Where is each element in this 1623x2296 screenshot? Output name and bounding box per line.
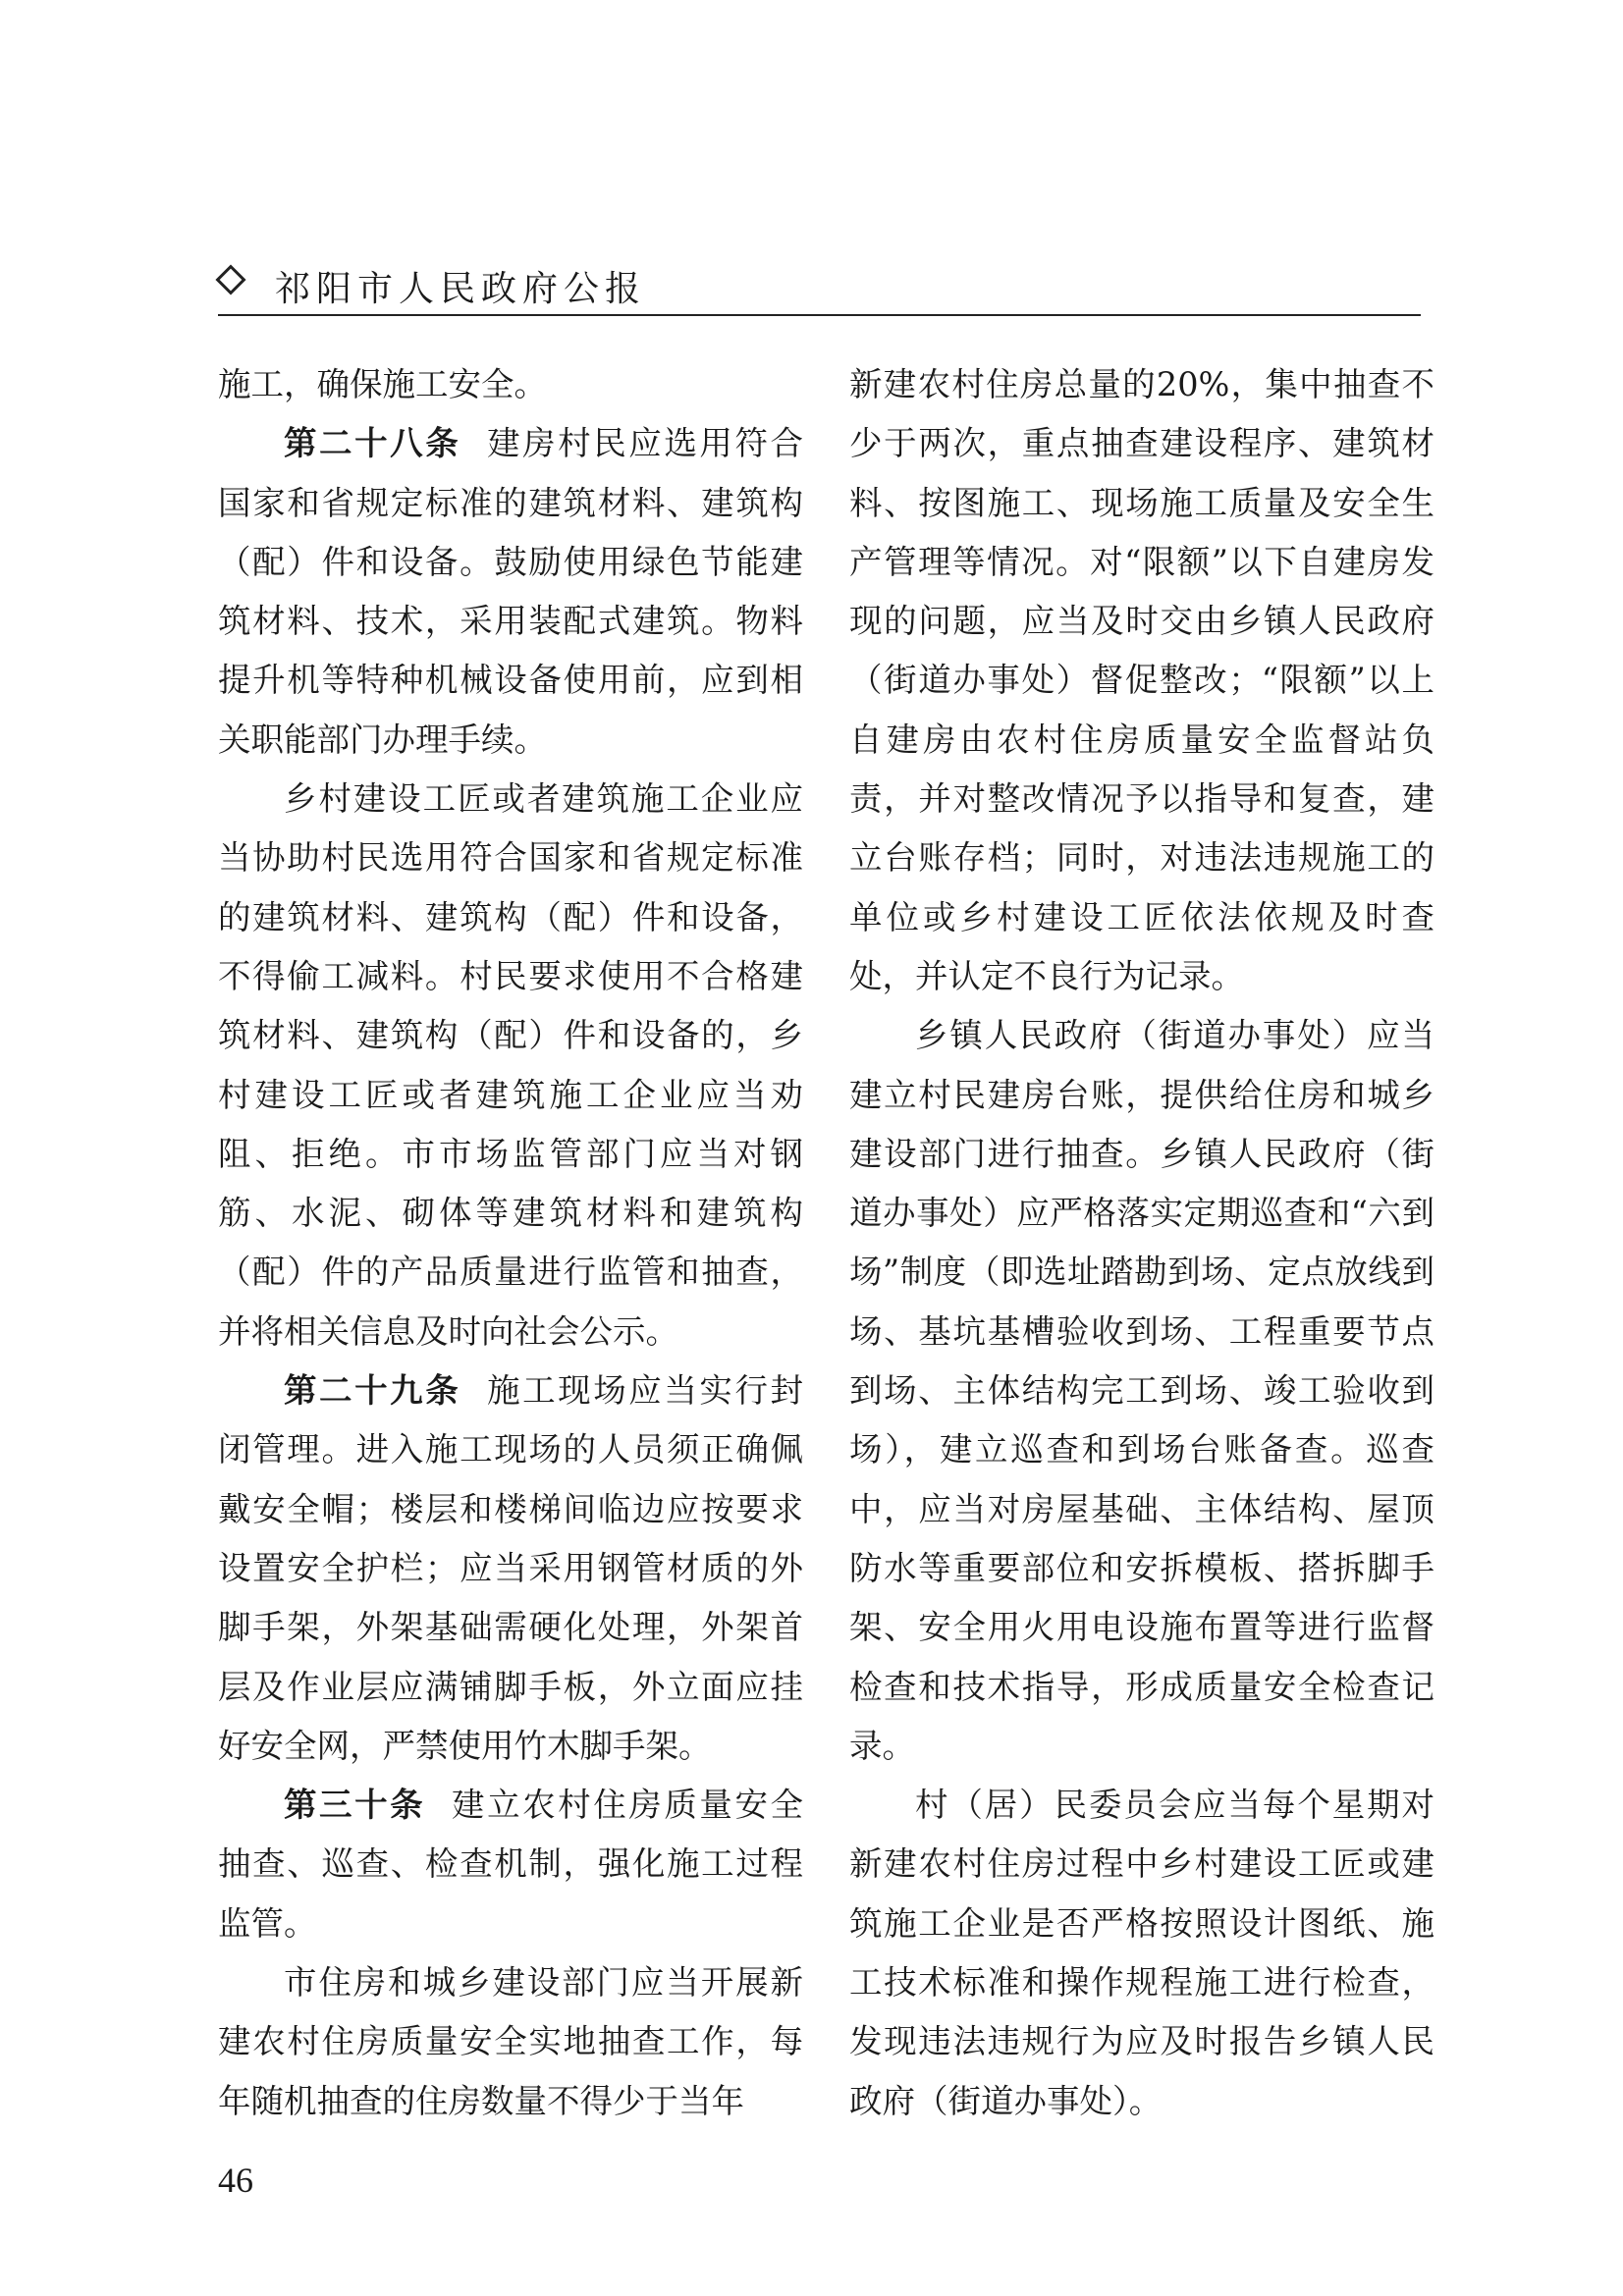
paragraph: 市住房和城乡建设部门应当开展新建农村住房质量安全实地抽查工作，每年随机抽查的住房数量不得少于当年	[218, 1963, 803, 2120]
article-heading: 第二十八条	[284, 424, 461, 463]
publication-title: 祁阳市人民政府公报	[275, 269, 647, 309]
right-column	[849, 355, 1434, 2131]
article-heading: 第三十条	[284, 1786, 426, 1825]
left-column	[218, 355, 803, 2131]
page-number: 46	[218, 2161, 253, 2200]
diamond-icon	[215, 264, 245, 294]
article-heading: 第二十九条	[284, 1371, 461, 1411]
article-text: 建立农村住房质量安全抽查、巡查、检查机制，强化施工过程监管。	[218, 1786, 804, 1943]
article-text: 建房村民应选用符合国家和省规定标准的建筑材料、建筑构（配）件和设备。鼓励使用绿色节能建筑材料、技术，采用装配式建筑。物料提升机等特种机械设备使用前，应到相关职能部门办理手续。	[218, 424, 804, 759]
paragraph: 村（居）民委员会应当每个星期对新建农村住房过程中乡村建设工匠或建筑施工企业是否严格按照设计图纸、施工技术标准和操作规程施工进行检查，发现违法违规行为应及时报告乡镇人民政府（街道办事处）。	[849, 1786, 1434, 2120]
paragraph: 施工，确保施工安全。	[218, 365, 547, 403]
article-30	[218, 1776, 803, 1953]
paragraph: 乡村建设工匠或者建筑施工企业应当协助村民选用符合国家和省规定标准的建筑材料、建筑构（配）件和设备，不得偷工减料。村民要求使用不合格建筑材料、建筑构（配）件和设备的，乡村建设工匠或者建筑施工企业应当劝阻、拒绝。市市场监管部门应当对钢筋、水泥、砌体等建筑材料和建筑构（配）件的产品质量进行监管和抽查，并将相关信息及时向社会公示。	[218, 779, 803, 1351]
article-28	[218, 414, 803, 770]
paragraph: 新建农村住房总量的20%，集中抽查不少于两次，重点抽查建设程序、建筑材料、按图施工、现场施工质量及安全生产管理等情况。对“限额”以下自建房发现的问题，应当及时交由乡镇人民政府（街道办事处）督促整改；“限额”以上自建房由农村住房质量安全监督站负责，并对整改情况予以指导和复查，建立台账存档；同时，对违法违规施工的单位或乡村建设工匠依法依规及时查处，并认定不良行为记录。	[849, 365, 1434, 995]
page-header	[218, 257, 1421, 316]
article-text: 施工现场应当实行封闭管理。进入施工现场的人员须正确佩戴安全帽；楼层和楼梯间临边应按要求设置安全护栏；应当采用钢管材质的外脚手架，外架基础需硬化处理，外架首层及作业层应满铺脚手板，外立面应挂好安全网，严禁使用竹木脚手架。	[218, 1371, 804, 1765]
article-29	[218, 1362, 803, 1776]
paragraph: 乡镇人民政府（街道办事处）应当建立村民建房台账，提供给住房和城乡建设部门进行抽查。乡镇人民政府（街道办事处）应严格落实定期巡查和“六到场”制度（即选址踏勘到场、定点放线到场、基坑基槽验收到场、工程重要节点到场、主体结构完工到场、竣工验收到场），建立巡查和到场台账备查。巡查中，应当对房屋基础、主体结构、屋顶防水等重要部位和安拆模板、搭拆脚手架、安全用火用电设施布置等进行监督检查和技术指导，形成质量安全检查记录。	[849, 1016, 1434, 1765]
